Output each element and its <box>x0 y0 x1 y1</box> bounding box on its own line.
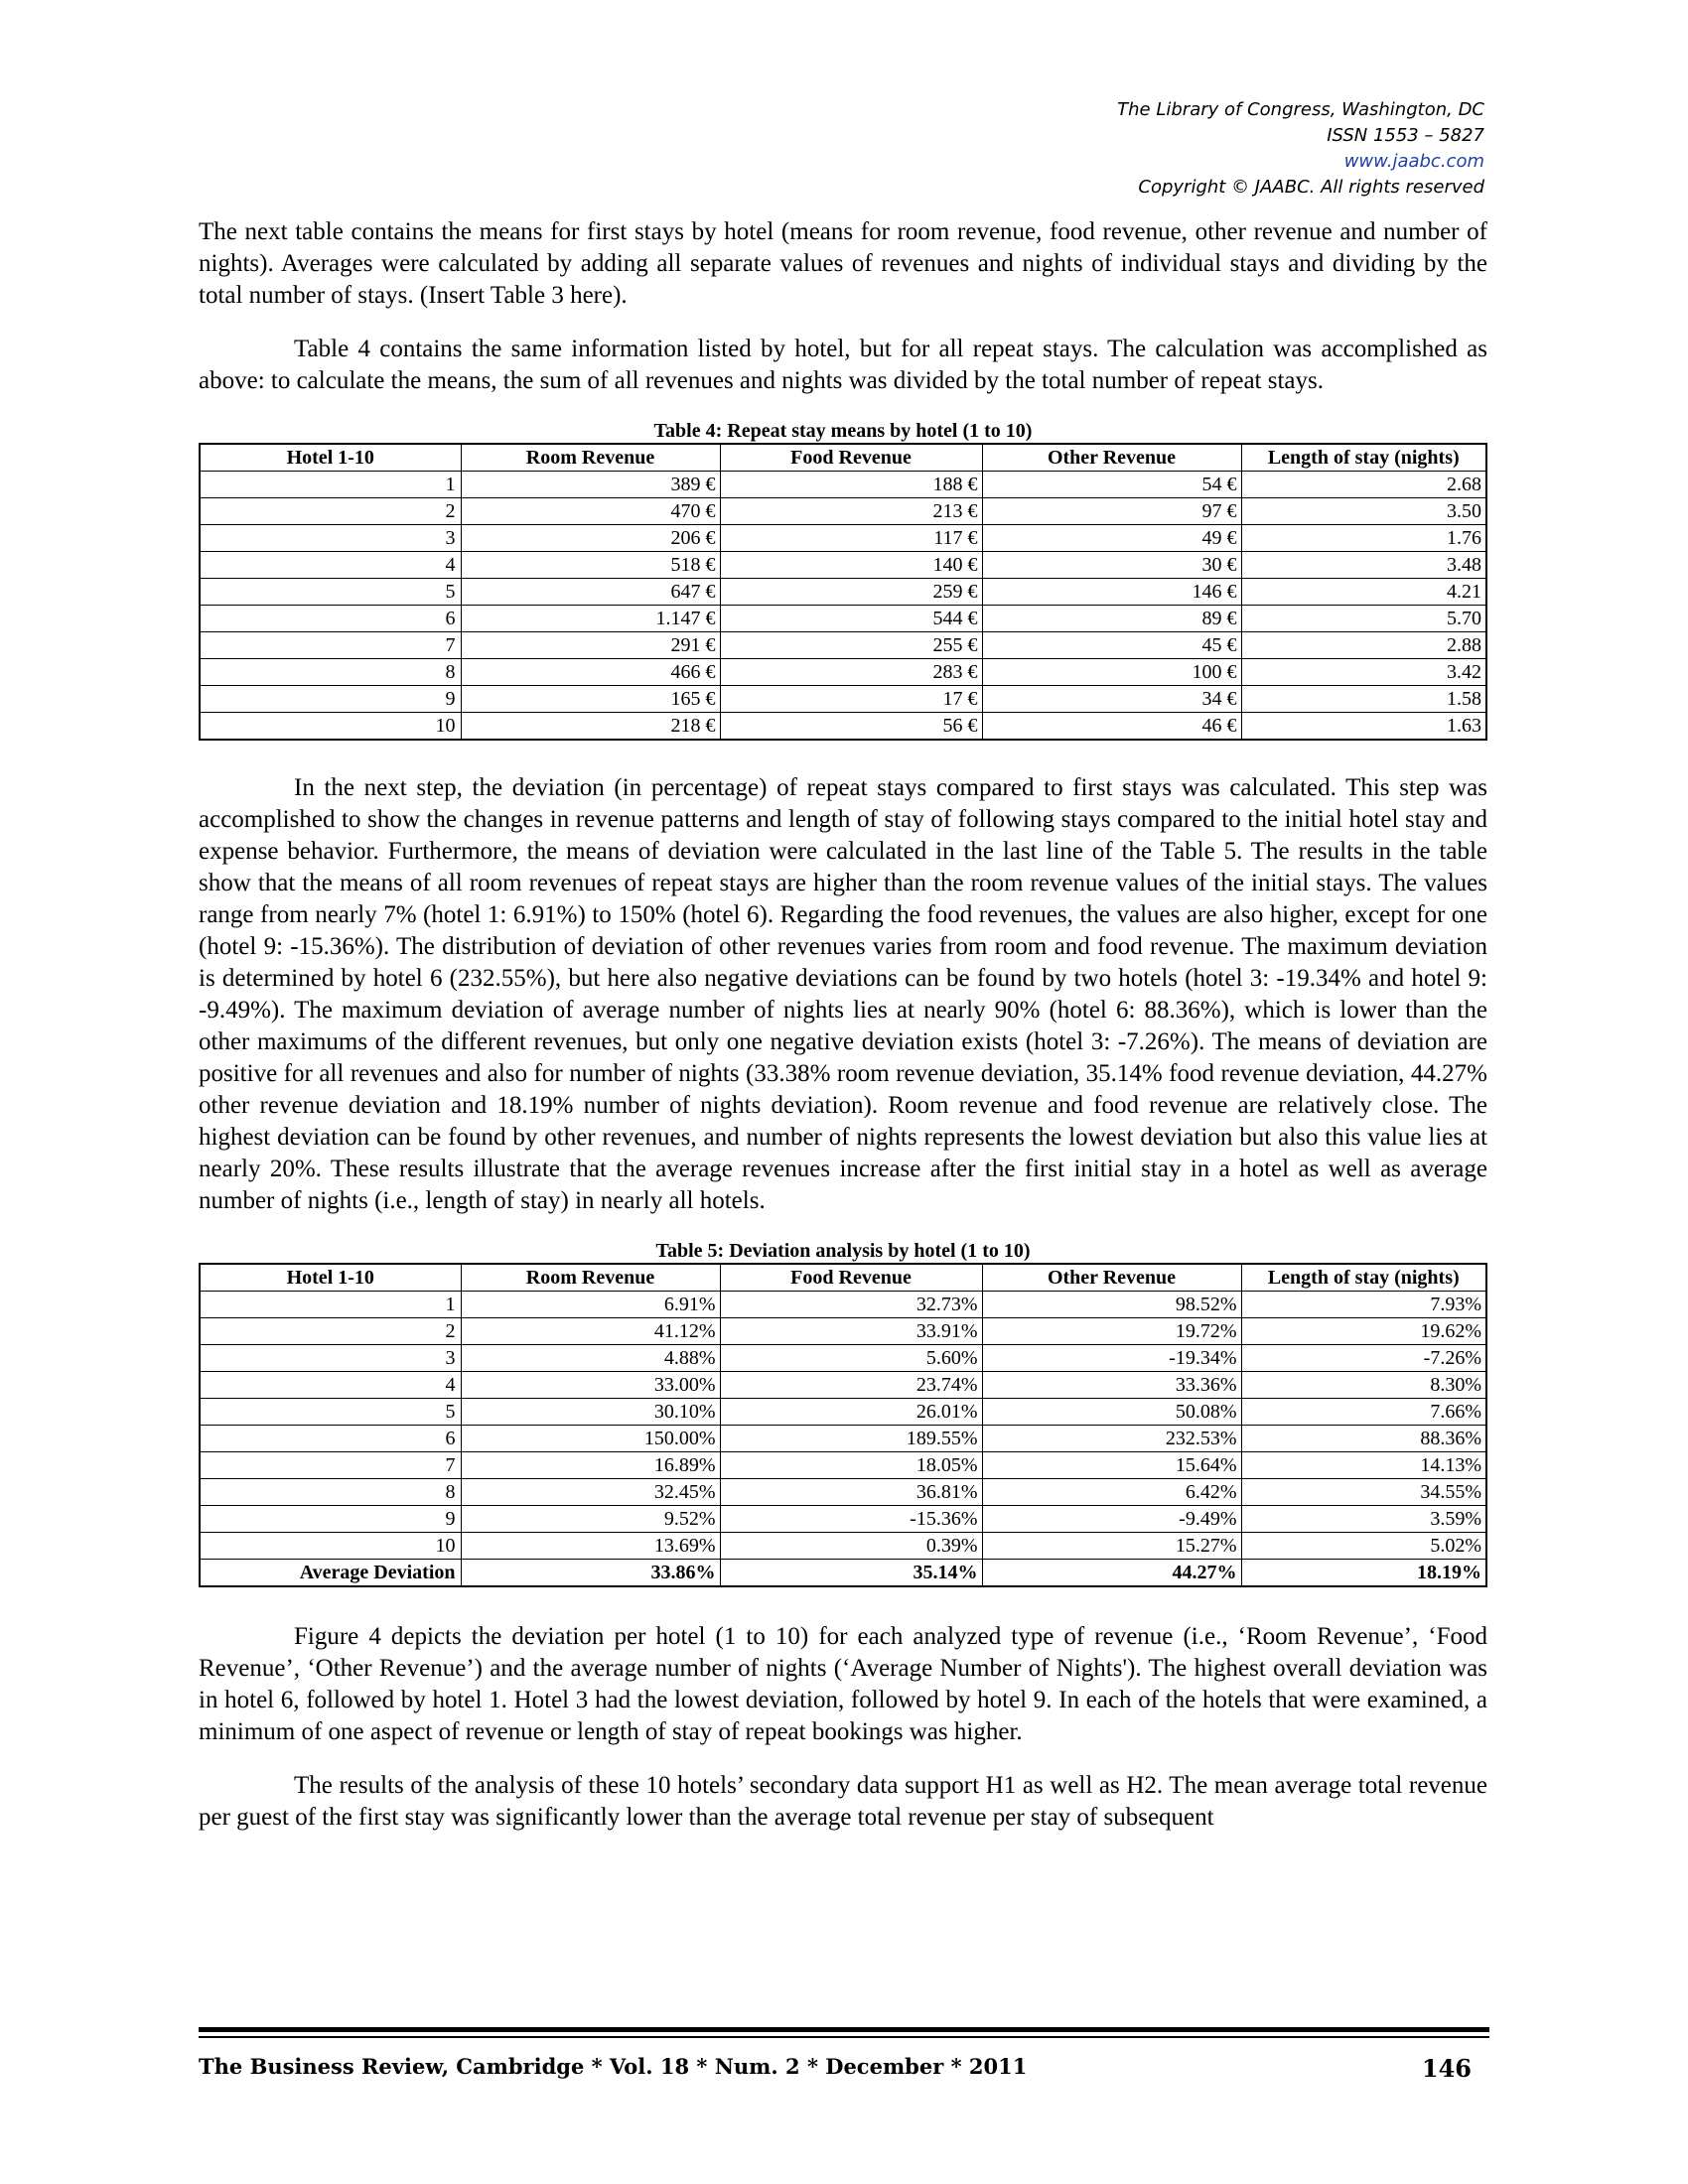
table5-row <box>200 1479 1486 1506</box>
table4-cell: 45 € <box>982 632 1241 659</box>
paragraph-figure4: Figure 4 depicts the deviation per hotel (1 to 10) for each analyzed type of revenue (i.e., ‘Room Revenue’, ‘Food Revenue’, ‘Other Revenue’) and the average number of nights (‘Average Number of Nights'). The highest overall deviation was in hotel 6, followed by hotel 1. Hotel 3 had the lowest deviation, followed by hotel 9. In each of the hotels that were examined, a minimum of one aspect of revenue or length of stay of repeat bookings was higher. <box>199 1623 1487 1745</box>
table5-cell: 19.72% <box>982 1318 1241 1345</box>
table4-cell: 9 <box>200 686 461 713</box>
table4-cell: 518 € <box>461 552 720 579</box>
table5-cell: 8.30% <box>1241 1372 1486 1399</box>
table5-cell: 32.45% <box>461 1479 720 1506</box>
paragraph-table3-intro: The next table contains the means for first stays by hotel (means for room revenue, food revenue, other revenue and number of nights). Averages were calculated by adding all separate values of revenues and nights of individual stays and dividing by the total number of stays. (Insert Table 3 here). <box>199 218 1487 309</box>
table5-cell: 50.08% <box>982 1399 1241 1426</box>
table5-cell: -15.36% <box>720 1506 982 1533</box>
table4-cell: 97 € <box>982 498 1241 525</box>
table5-cell: 33.86% <box>461 1560 720 1587</box>
table4-cell: 140 € <box>720 552 982 579</box>
table5-row <box>200 1318 1486 1345</box>
paragraph-table4-intro: Table 4 contains the same information listed by hotel, but for all repeat stays. The calculation was accomplished as above: to calculate the means, the sum of all revenues and nights was divided by the total number of repeat stays. <box>199 336 1487 394</box>
table5-cell: -9.49% <box>982 1506 1241 1533</box>
table4-cell: 146 € <box>982 579 1241 606</box>
table5-row <box>200 1426 1486 1452</box>
table5-cell: 3 <box>200 1345 461 1372</box>
table5-row <box>200 1533 1486 1560</box>
table5-cell: 19.62% <box>1241 1318 1486 1345</box>
table5-header-row <box>200 1264 1486 1292</box>
table4-cell: 647 € <box>461 579 720 606</box>
table5-cell: 7 <box>200 1452 461 1479</box>
table5-cell: 5 <box>200 1399 461 1426</box>
page-number: 146 <box>1421 2054 1472 2083</box>
table4-header-cell: Hotel 1-10 <box>200 444 461 472</box>
table4-row <box>200 525 1486 552</box>
table5-cell: 41.12% <box>461 1318 720 1345</box>
table5-cell: 6.42% <box>982 1479 1241 1506</box>
table4-cell: 10 <box>200 713 461 741</box>
table5-header-cell: Length of stay (nights) <box>1241 1264 1486 1292</box>
table4-cell: 1.58 <box>1241 686 1486 713</box>
table5-cell: 5.60% <box>720 1345 982 1372</box>
table5-cell: 35.14% <box>720 1560 982 1587</box>
header-line-library: The Library of Congress, Washington, DC <box>1117 99 1484 120</box>
table4-cell: 1.147 € <box>461 606 720 632</box>
table4-cell: 470 € <box>461 498 720 525</box>
table5-cell: 88.36% <box>1241 1426 1486 1452</box>
table5-cell: 10 <box>200 1533 461 1560</box>
table4-row <box>200 713 1486 741</box>
table4-cell: 8 <box>200 659 461 686</box>
table4-cell: 389 € <box>461 472 720 498</box>
table4-cell: 100 € <box>982 659 1241 686</box>
table4-row <box>200 472 1486 498</box>
table5-cell: 14.13% <box>1241 1452 1486 1479</box>
table4-row <box>200 686 1486 713</box>
table4-row <box>200 632 1486 659</box>
table5-cell: 16.89% <box>461 1452 720 1479</box>
table5-cell: 4.88% <box>461 1345 720 1372</box>
table4-header-cell: Length of stay (nights) <box>1241 444 1486 472</box>
table5-cell: 1 <box>200 1292 461 1318</box>
table4-row <box>200 498 1486 525</box>
table5-cell: 44.27% <box>982 1560 1241 1587</box>
table4-cell: 4 <box>200 552 461 579</box>
table5-cell: 2 <box>200 1318 461 1345</box>
table4-cell: 3.42 <box>1241 659 1486 686</box>
table4-cell: 6 <box>200 606 461 632</box>
table4-cell: 2.68 <box>1241 472 1486 498</box>
table4-cell: 3 <box>200 525 461 552</box>
table4-cell: 165 € <box>461 686 720 713</box>
table4-cell: 34 € <box>982 686 1241 713</box>
table4-cell: 206 € <box>461 525 720 552</box>
table4-header-row <box>200 444 1486 472</box>
table4-cell: 213 € <box>720 498 982 525</box>
table4-cell: 291 € <box>461 632 720 659</box>
table5-header-cell: Other Revenue <box>982 1264 1241 1292</box>
table4-cell: 2.88 <box>1241 632 1486 659</box>
table5-cell: 15.27% <box>982 1533 1241 1560</box>
table4-cell: 3.50 <box>1241 498 1486 525</box>
table5-caption: Table 5: Deviation analysis by hotel (1 to 10) <box>655 1240 1031 1262</box>
footer-rule-thin <box>199 2036 1489 2038</box>
table5-cell: 32.73% <box>720 1292 982 1318</box>
table4-row <box>200 579 1486 606</box>
table5-cell: 189.55% <box>720 1426 982 1452</box>
table4-cell: 466 € <box>461 659 720 686</box>
table5-cell: 3.59% <box>1241 1506 1486 1533</box>
table4-cell: 17 € <box>720 686 982 713</box>
table4-caption: Table 4: Repeat stay means by hotel (1 to 10) <box>653 420 1033 442</box>
header-link-website[interactable]: www.jaabc.com <box>1343 151 1484 172</box>
table5-cell: 18.05% <box>720 1452 982 1479</box>
table5-cell: 9 <box>200 1506 461 1533</box>
table5-cell: 8 <box>200 1479 461 1506</box>
paragraph-results: The results of the analysis of these 10 hotels’ secondary data support H1 as well as H2. The mean average total revenue per guest of the first stay was significantly lower than the average total revenue per stay of subsequent <box>199 1772 1487 1831</box>
table5-cell: 0.39% <box>720 1533 982 1560</box>
table5-header-cell: Food Revenue <box>720 1264 982 1292</box>
table5-cell: 18.19% <box>1241 1560 1486 1587</box>
table4-cell: 54 € <box>982 472 1241 498</box>
table5-row <box>200 1372 1486 1399</box>
table5-cell: 36.81% <box>720 1479 982 1506</box>
table4-header-cell: Room Revenue <box>461 444 720 472</box>
table5-cell: 98.52% <box>982 1292 1241 1318</box>
table5-cell: Average Deviation <box>200 1560 461 1587</box>
table4-cell: 4.21 <box>1241 579 1486 606</box>
footer-journal-info: The Business Review, Cambridge * Vol. 18 * Num. 2 * December * 2011 <box>199 2054 1028 2079</box>
paragraph-deviation-analysis: In the next step, the deviation (in percentage) of repeat stays compared to first stays was calculated. This step was accomplished to show the changes in revenue patterns and length of stay of following stays compared to the initial hotel stay and expense behavior. Furthermore, the means of deviation were calculated in the last line of the Table 5. The results in the table show that the means of all room revenues of repeat stays are higher than the room revenue values of the initial stays. The values range from nearly 7% (hotel 1: 6.91%) to 150% (hotel 6). Regarding the food revenues, the values are also higher, except for one (hotel 9: -15.36%). The distribution of deviation of other revenues varies from room and food revenue. The maximum deviation is determined by hotel 6 (232.55%), but here also negative deviations can be found by two hotels (hotel 3: -19.34% and hotel 9: -9.49%). The maximum deviation of average number of nights lies at nearly 90% (hotel 6: 88.36%), which is lower than the other maximums of the different revenues, but only one negative deviation exists (hotel 3: -7.26%). The means of deviation are positive for all revenues and also for number of nights (33.38% room revenue deviation, 35.14% food revenue deviation, 44.27% other revenue deviation and 18.19% number of nights deviation). Room revenue and food revenue are relatively close. The highest deviation can be found by other revenues, and number of nights represents the lowest deviation but also this value lies at nearly 20%. These results illustrate that the average revenues increase after the first initial stay in a hotel as well as average number of nights (i.e., length of stay) in nearly all hotels. <box>199 774 1487 1214</box>
table4-cell: 259 € <box>720 579 982 606</box>
table4-cell: 1.76 <box>1241 525 1486 552</box>
table5-cell: 6 <box>200 1426 461 1452</box>
table4-cell: 1 <box>200 472 461 498</box>
table4-cell: 46 € <box>982 713 1241 741</box>
table4-cell: 30 € <box>982 552 1241 579</box>
table5-header-cell: Hotel 1-10 <box>200 1264 461 1292</box>
table4-cell: 3.48 <box>1241 552 1486 579</box>
table5-cell: 26.01% <box>720 1399 982 1426</box>
table5 <box>199 1263 1487 1587</box>
table5-row <box>200 1506 1486 1533</box>
table5-header-cell: Room Revenue <box>461 1264 720 1292</box>
table5-cell: 33.00% <box>461 1372 720 1399</box>
table4-cell: 56 € <box>720 713 982 741</box>
table5-cell: 33.36% <box>982 1372 1241 1399</box>
table5-cell: 23.74% <box>720 1372 982 1399</box>
table5-cell: 30.10% <box>461 1399 720 1426</box>
table5-cell: 5.02% <box>1241 1533 1486 1560</box>
table4-cell: 117 € <box>720 525 982 552</box>
table4-cell: 89 € <box>982 606 1241 632</box>
table5-row <box>200 1345 1486 1372</box>
journal-footer <box>199 2054 1472 2083</box>
journal-header <box>1117 97 1484 201</box>
table4-row <box>200 552 1486 579</box>
table5-row <box>200 1399 1486 1426</box>
table5-cell: -7.26% <box>1241 1345 1486 1372</box>
table5-average-row <box>200 1560 1486 1587</box>
table5-cell: 13.69% <box>461 1533 720 1560</box>
table4-cell: 5.70 <box>1241 606 1486 632</box>
table4-cell: 188 € <box>720 472 982 498</box>
table4-row <box>200 606 1486 632</box>
table4-cell: 1.63 <box>1241 713 1486 741</box>
footer-rule-thick <box>199 2027 1489 2032</box>
table4-cell: 2 <box>200 498 461 525</box>
table5-cell: 6.91% <box>461 1292 720 1318</box>
table4-cell: 7 <box>200 632 461 659</box>
table4-row <box>200 659 1486 686</box>
table5-cell: 4 <box>200 1372 461 1399</box>
table4-cell: 255 € <box>720 632 982 659</box>
header-line-issn: ISSN 1553 – 5827 <box>1327 125 1484 146</box>
page-body <box>199 216 1487 1834</box>
table5-row <box>200 1292 1486 1318</box>
table5-cell: 232.53% <box>982 1426 1241 1452</box>
table5-cell: 9.52% <box>461 1506 720 1533</box>
header-line-copyright: Copyright © JAABC. All rights reserved <box>1138 177 1484 198</box>
table5-cell: 7.66% <box>1241 1399 1486 1426</box>
table4-cell: 5 <box>200 579 461 606</box>
table5-cell: 33.91% <box>720 1318 982 1345</box>
table5-cell: 150.00% <box>461 1426 720 1452</box>
table4-cell: 218 € <box>461 713 720 741</box>
table5-row <box>200 1452 1486 1479</box>
table5-cell: 34.55% <box>1241 1479 1486 1506</box>
table4 <box>199 443 1487 741</box>
table4-header-cell: Food Revenue <box>720 444 982 472</box>
table4-cell: 283 € <box>720 659 982 686</box>
table4-cell: 544 € <box>720 606 982 632</box>
table5-cell: 15.64% <box>982 1452 1241 1479</box>
table5-cell: -19.34% <box>982 1345 1241 1372</box>
table4-header-cell: Other Revenue <box>982 444 1241 472</box>
table4-cell: 49 € <box>982 525 1241 552</box>
table5-cell: 7.93% <box>1241 1292 1486 1318</box>
